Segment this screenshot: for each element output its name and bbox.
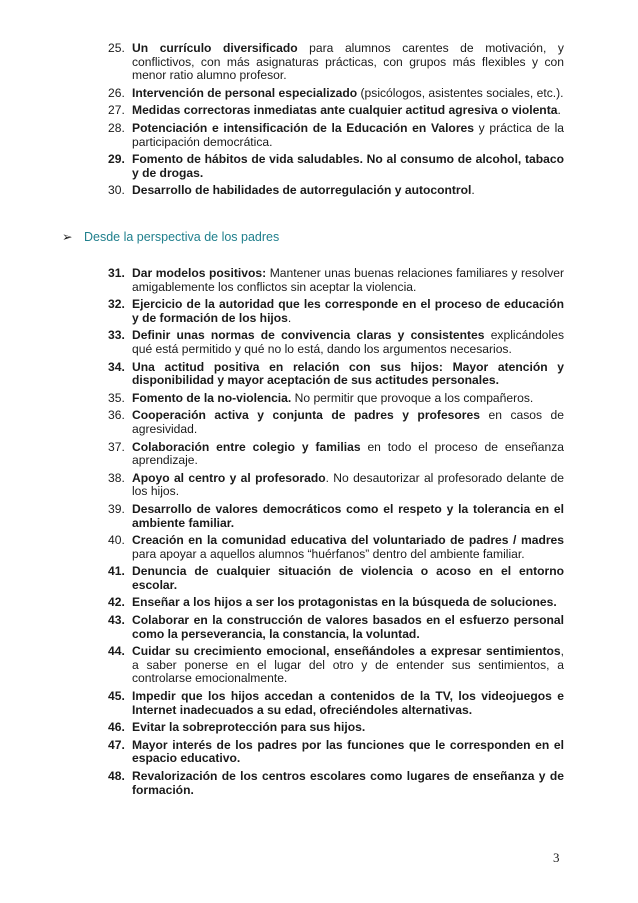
list-item — [108, 122, 564, 149]
list-item — [108, 87, 564, 101]
item-number: 47. — [108, 737, 125, 752]
item-text: en casos de agresividad. — [132, 408, 564, 436]
item-bold-text: Una actitud positiva en relación con sus hijos: Mayor atención y disponibilidad y mayor aceptación de sus actitudes personales. — [132, 359, 564, 388]
item-bold-text: Desarrollo de habilidades de autorregulación y autocontrol — [132, 183, 472, 198]
item-bold-text: Un currículo diversificado — [132, 41, 298, 55]
item-text: para alumnos carentes de motivación, y conflictivos, con más asignaturas prácticas, con grupos más flexibles y con menor ratio alumno profesor. — [132, 41, 564, 83]
item-number: 41. — [108, 564, 125, 579]
list-item — [108, 565, 564, 592]
item-number: 38. — [108, 470, 125, 485]
item-bold-text: Creación en la comunidad educativa del voluntariado de padres / madres — [132, 533, 564, 548]
item-number: 29. — [108, 152, 125, 167]
list-item — [108, 690, 564, 717]
item-bold-text: Cuidar su crecimiento emocional, enseñándoles a expresar sentimientos — [132, 644, 561, 659]
item-number: 31. — [108, 266, 125, 280]
item-bold-text: Denuncia de cualquier situación de violencia o acoso en el entorno escolar. — [132, 564, 564, 592]
item-text: . — [471, 183, 475, 198]
item-number: 43. — [108, 613, 125, 628]
list-item — [108, 614, 564, 641]
item-bold-text: Definir unas normas de convivencia claras y consistentes — [132, 328, 485, 343]
item-text: y práctica de la participación democrática. — [132, 120, 564, 149]
item-text: . — [287, 310, 292, 325]
measures-list-part2 — [108, 267, 564, 801]
item-bold-text: Cooperación activa y conjunta de padres y profesores — [132, 408, 480, 423]
item-number: 26. — [108, 85, 125, 100]
arrow-bullet-icon: ➢ — [62, 230, 73, 244]
item-bold-text: Potenciación e intensificación de la Educación en Valores — [132, 120, 474, 135]
item-bold-text: Colaborar en la construcción de valores basados en el esfuerzo personal como la perseverancia, la constancia, la voluntad. — [132, 613, 564, 641]
item-text: . No desautorizar al profesorado delante de los hijos. — [132, 470, 564, 499]
item-bold-text: Desarrollo de valores democráticos como el respeto y la tolerancia en el ambiente familiar. — [132, 501, 564, 530]
list-item — [108, 739, 564, 766]
item-number: 40. — [108, 533, 125, 548]
list-item — [108, 503, 564, 530]
item-number: 39. — [108, 501, 125, 516]
measures-list-part1 — [108, 42, 564, 202]
list-item — [108, 409, 564, 436]
item-bold-text: Ejercicio de la autoridad que les corresponde en el proceso de educación y de formación de los hijos — [132, 297, 564, 325]
item-text: Mantener unas buenas relaciones familiares y resolver amigablemente los conflictos sin aceptar la violencia. — [132, 266, 564, 294]
item-number: 28. — [108, 120, 125, 135]
list-item — [108, 361, 564, 388]
item-number: 42. — [108, 595, 125, 610]
item-number: 35. — [108, 390, 125, 405]
item-bold-text: Colaboración entre colegio y familias — [132, 439, 361, 454]
item-bold-text: Fomento de la no-violencia. — [132, 390, 292, 405]
section-heading — [62, 230, 562, 245]
item-bold-text: Enseñar a los hijos a ser los protagonistas en la búsqueda de soluciones. — [132, 595, 557, 610]
item-bold-text: Apoyo al centro y al profesorado — [132, 470, 326, 485]
item-bold-text: Fomento de hábitos de vida saludables. No al consumo de alcohol, tabaco y de drogas. — [132, 152, 564, 180]
item-number: 44. — [108, 644, 125, 659]
item-text: (psicólogos, asistentes sociales, etc.). — [357, 85, 564, 100]
list-item — [108, 392, 564, 406]
page-number: 3 — [553, 850, 560, 865]
item-bold-text: Dar modelos positivos: — [132, 266, 267, 280]
list-item — [108, 267, 564, 294]
item-number: 45. — [108, 689, 125, 704]
item-bold-text: Revalorización de los centros escolares como lugares de enseñanza y de formación. — [132, 769, 564, 797]
item-bold-text: Mayor interés de los padres por las funciones que le corresponden en el espacio educativo. — [132, 737, 564, 766]
item-bold-text: Evitar la sobreprotección para sus hijos. — [132, 720, 366, 735]
list-item — [108, 104, 564, 118]
list-item — [108, 329, 564, 356]
list-item — [108, 153, 564, 180]
item-text: No permitir que provoque a los compañeros. — [291, 390, 534, 405]
item-text: . — [557, 103, 561, 118]
item-text: , a saber ponerse en el lugar del otro y de entender sus sentimientos, a controlarse emocionalmente. — [132, 644, 564, 686]
item-bold-text: Medidas correctoras inmediatas ante cualquier actitud agresiva o violenta — [132, 103, 558, 118]
item-text: para apoyar a aquellos alumnos “huérfanos” dentro del ambiente familiar. — [132, 546, 525, 561]
item-text: explicándoles qué está permitido y qué no lo está, dando los argumentos necesarios. — [132, 328, 564, 356]
list-item — [108, 472, 564, 499]
item-number: 30. — [108, 183, 125, 198]
item-number: 32. — [108, 297, 125, 312]
section-title: Desde la perspectiva de los padres — [84, 230, 280, 244]
item-number: 46. — [108, 720, 125, 735]
item-number: 37. — [108, 439, 125, 454]
list-item — [108, 596, 564, 610]
list-item — [108, 298, 564, 325]
item-number: 33. — [108, 328, 125, 343]
item-number: 27. — [108, 103, 125, 118]
item-number: 48. — [108, 769, 125, 783]
item-number: 36. — [108, 408, 125, 423]
item-text: en todo el proceso de enseñanza aprendizaje. — [132, 439, 564, 468]
item-bold-text: Intervención de personal especializado — [132, 85, 358, 100]
list-item — [108, 42, 564, 83]
list-item — [108, 534, 564, 561]
list-item — [108, 770, 564, 797]
item-number: 25. — [108, 41, 125, 55]
item-number: 34. — [108, 359, 125, 374]
list-item — [108, 721, 564, 735]
list-item — [108, 184, 564, 198]
item-bold-text: Impedir que los hijos accedan a contenidos de la TV, los videojuegos e Internet inadecuados a su edad, ofreciéndoles alternativas. — [132, 689, 564, 717]
list-item — [108, 441, 564, 468]
list-item — [108, 645, 564, 686]
